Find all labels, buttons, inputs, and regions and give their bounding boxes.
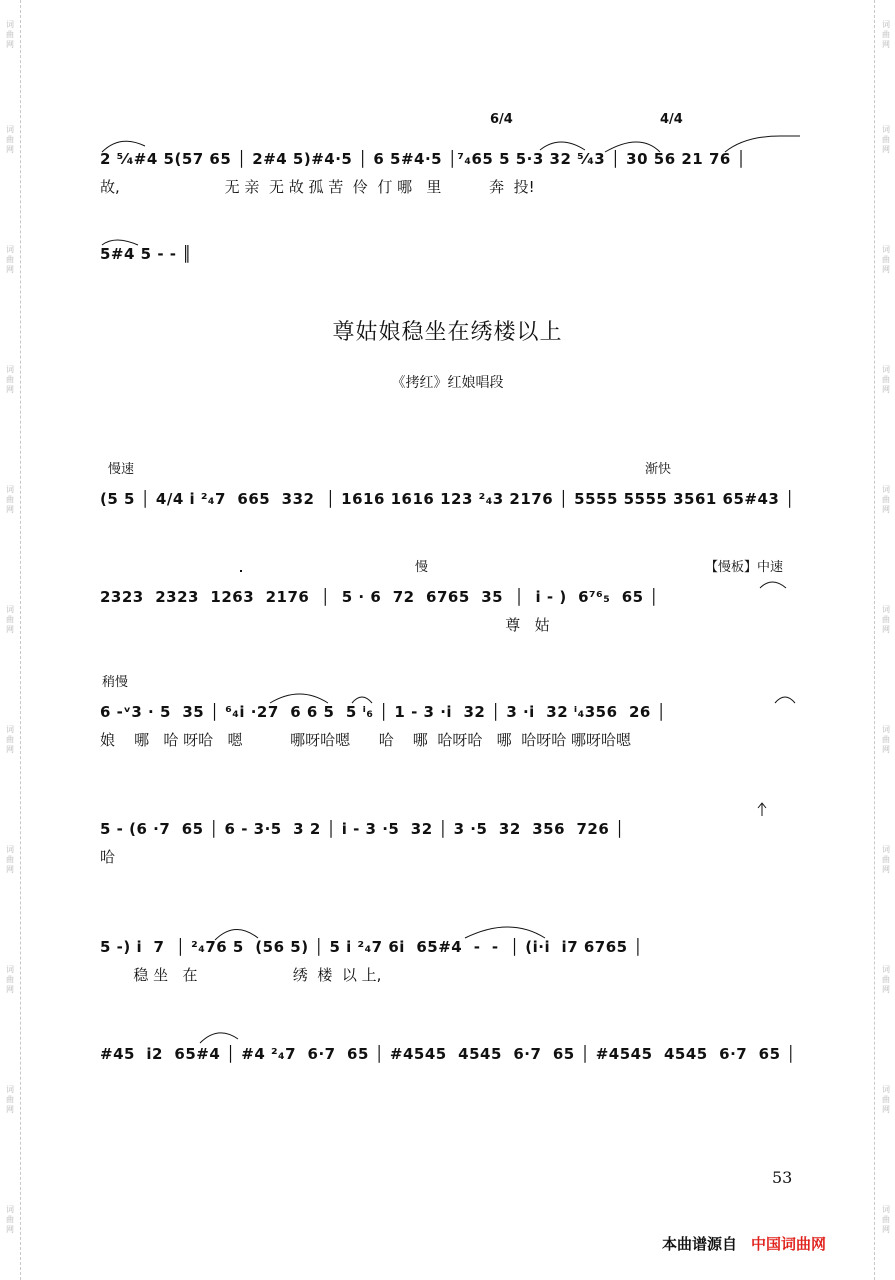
lyrics-line: 哈 xyxy=(100,848,116,866)
score-line xyxy=(100,560,810,648)
notation-line: 6 -ᵛ3 · 5 35 │ ⁶₄i ·27 6 6 5 5 ⁱ₆ │ 1 - 3 ·i 32 │ 3 ·i 32 ⁱ₄356 26 │ xyxy=(100,703,667,721)
watermark: 词 曲 网 xyxy=(6,485,14,514)
tempo-marking: 慢速 xyxy=(108,462,135,477)
score-line xyxy=(100,112,810,210)
score-line xyxy=(100,675,810,763)
lyrics-line: 尊 姑 xyxy=(100,616,550,634)
notation-line: (5 5 │ 4/4 i ²₄7 665 332 │ 1616 1616 123 ²₄3 2176 │ 5555 5555 3561 65#43 │ xyxy=(100,490,795,508)
right-margin-strip xyxy=(874,0,895,1280)
score-line xyxy=(100,462,810,550)
watermark: 词 曲 网 xyxy=(882,245,890,274)
watermark: 词 曲 网 xyxy=(6,845,14,874)
watermark: 词 曲 网 xyxy=(6,1085,14,1114)
score-line xyxy=(100,918,810,998)
score-line xyxy=(100,800,810,880)
page-number: 53 xyxy=(772,1168,793,1187)
watermark: 词 曲 网 xyxy=(882,20,890,49)
watermark: 词 曲 网 xyxy=(882,605,890,634)
lyrics-line: 娘 哪 哈 呀哈 嗯 哪呀哈嗯 哈 哪 哈呀哈 哪 哈呀哈 哪呀哈嗯 xyxy=(100,731,631,749)
watermark: 词 曲 网 xyxy=(882,965,890,994)
watermark: 词 曲 网 xyxy=(882,845,890,874)
notation-line: 5 -) i 7 │ ²₄76 5 (56 5) │ 5 i ²₄7 6i 65#4 - - │ (i·i i7 6765 │ xyxy=(100,938,643,956)
watermark: 词 曲 网 xyxy=(6,1205,14,1234)
tempo-marking: 【慢板】中速 xyxy=(705,560,784,575)
notation-line: 5#4 5 - - ║ xyxy=(100,245,192,263)
watermark: 词 曲 网 xyxy=(882,1085,890,1114)
time-signature-6-4: 6/4 xyxy=(490,112,513,127)
notation-line: 2 ⁵⁄₄#4 5(57 65 │ 2#4 5)#4·5 │ 6 5#4·5 │⁷₄65 5 5·3 32 ⁵⁄₄3 │ 30 56 21 76 │ xyxy=(100,150,747,168)
watermark: 词 曲 网 xyxy=(6,125,14,154)
watermark: 词 曲 网 xyxy=(6,20,14,49)
time-signature-4-4: 4/4 xyxy=(660,112,683,127)
tempo-marking: 稍慢 xyxy=(102,675,129,690)
source-footer xyxy=(662,1233,826,1254)
score-line xyxy=(100,225,810,305)
notation-line: 2323 2323 1263 2176 │ 5 · 6 72 6765 35 │ i - ) 6⁷⁶₅ 65 │ xyxy=(100,588,659,606)
watermark: 词 曲 网 xyxy=(882,125,890,154)
tempo-marking: 慢 xyxy=(415,560,429,575)
watermark: 词 曲 网 xyxy=(882,1205,890,1234)
watermark: 词 曲 网 xyxy=(882,365,890,394)
watermark: 词 曲 网 xyxy=(6,605,14,634)
watermark: 词 曲 网 xyxy=(6,245,14,274)
song-title: 尊姑娘稳坐在绣楼以上 xyxy=(332,320,563,345)
watermark: 词 曲 网 xyxy=(6,965,14,994)
site-name-link[interactable]: 中国词曲网 xyxy=(751,1235,827,1253)
notation-line: 5 - (6 ·7 65 │ 6 - 3·5 3 2 │ i - 3 ·5 32 │ 3 ·5 32 356 726 │ xyxy=(100,820,625,838)
watermark: 词 曲 网 xyxy=(882,485,890,514)
lyrics-line: 稳 坐 在 绣 楼 以 上, xyxy=(100,966,382,984)
left-margin-strip xyxy=(0,0,21,1280)
tempo-marking: 渐快 xyxy=(645,462,672,477)
song-subtitle: 《拷红》红娘唱段 xyxy=(391,375,504,391)
score-line xyxy=(100,1025,810,1105)
watermark: 词 曲 网 xyxy=(6,365,14,394)
watermark: 词 曲 网 xyxy=(6,725,14,754)
lyrics-line: 故, 无 亲 无 故 孤 苦 伶 仃 哪 里 奔 投! xyxy=(100,178,535,196)
notation-line: #45 i2 65#4 │ #4 ²₄7 6·7 65 │ #4545 4545 6·7 65 │ #4545 4545 6·7 65 │ xyxy=(100,1045,796,1063)
source-label: 本曲谱源自 xyxy=(662,1235,738,1253)
watermark: 词 曲 网 xyxy=(882,725,890,754)
